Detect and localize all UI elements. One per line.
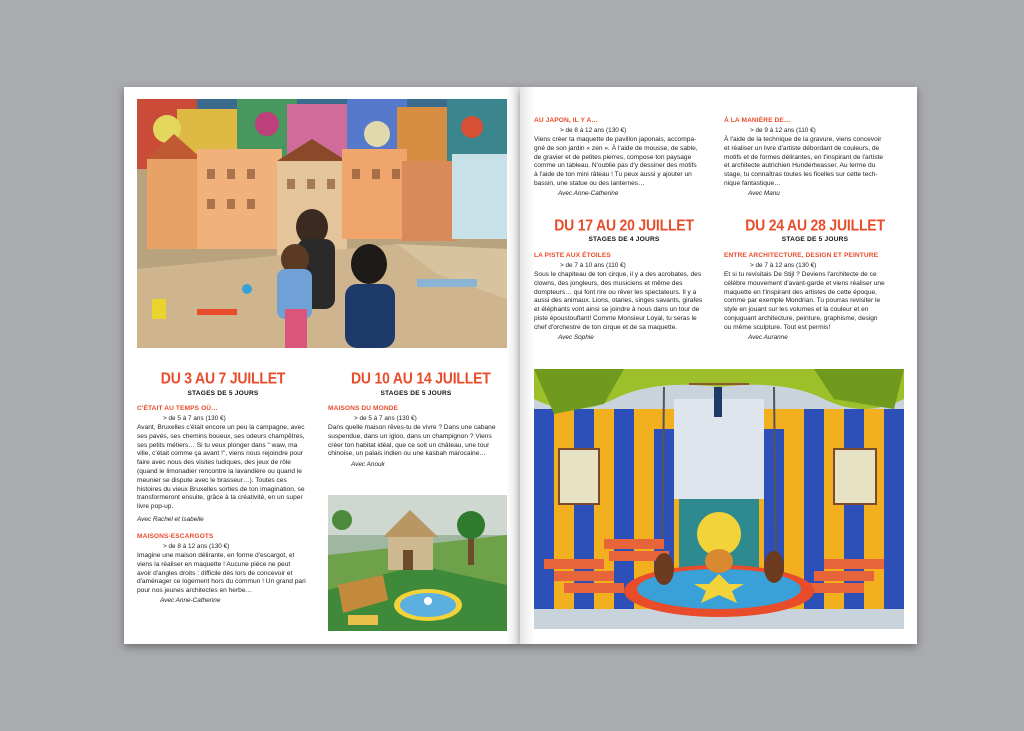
body-line: dompteurs… qui font rire ou rêver les spectateurs. Il y a <box>534 288 697 296</box>
age-price-label: > de 7 à 10 ans (110 €) <box>560 262 626 269</box>
body-line: célèbre mouvement d'avant-garde et viens réaliser une <box>724 279 885 287</box>
house-model-photo <box>328 495 507 631</box>
body-line: Imagine une maison délirante, en forme d'escargot, et <box>137 552 295 559</box>
body-line: meunier se dispute avec le brasseur…). Toutes ces <box>137 476 287 484</box>
instructor-credit: Avec Auranne <box>748 334 788 341</box>
body-line: motifs et de formes délirantes, en t'inspirant de l'artiste <box>724 153 884 161</box>
age-price-label: > de 5 à 7 ans (130 €) <box>163 415 226 422</box>
body-line: transformeront ensuite, grâce à ta créativité, en un super <box>137 494 303 502</box>
section-title: MAISONS-ESCARGOTS <box>137 533 214 540</box>
section-title: MAISONS DU MONDE <box>328 405 399 412</box>
section-body <box>724 271 910 333</box>
body-line: viens la réaliser en maquette ! Aucune pièce ne peut <box>137 560 291 568</box>
section-body <box>534 271 720 333</box>
instructor-credit: Avec Anouk <box>351 461 385 468</box>
stage-duration-label: STAGE DE 5 JOURS <box>781 236 849 243</box>
section-title: C'ÉTAIT AU TEMPS OÙ… <box>137 405 218 412</box>
body-line: style en jouant sur les volumes et la couleur et en <box>724 306 869 314</box>
body-line: Et si tu revisitais De Stijl ? Deviens l'architecte de ce <box>724 271 877 278</box>
circus-model-photo <box>534 369 904 629</box>
body-line: à l'aide de ton mini râteau ! Tu peux aussi y ajouter un <box>534 171 692 179</box>
body-line: faire avec nous des visites ludiques, des jeux de rôle <box>137 459 291 467</box>
body-line: Avant, Bruxelles c'était encore un peu la campagne, avec <box>137 424 305 431</box>
section-title: AU JAPON, IL Y A… <box>534 117 599 124</box>
instructor-credit: Avec Sophie <box>558 334 594 341</box>
body-line: chinoise, un palais indien ou une kasbah marocaine… <box>328 450 486 458</box>
body-line: chef d'orchestre de ton cirque et de sa maquette. <box>534 323 678 331</box>
stage-duration-label: STAGES DE 4 JOURS <box>588 236 660 243</box>
body-line: Dans quelle maison rêves-tu de vivre ? Dans une cabane <box>328 424 496 431</box>
age-price-label: > de 9 à 12 ans (110 €) <box>750 127 816 134</box>
body-line: comme un tableau. N'oublie pas d'y dessiner des motifs <box>534 162 697 170</box>
body-line: Viens créer ta maquette de pavillon japonais, accompa- <box>534 136 697 143</box>
body-line: suspendue, dans un igloo, dans un champignon ? Viens <box>328 432 492 440</box>
body-line: stage, tu connaîtras toutes les ficelles sur cette tech- <box>724 171 878 179</box>
body-line: Sous le chapiteau de ton cirque, il y a des acrobates, des <box>534 271 702 278</box>
age-price-label: > de 7 à 12 ans (130 €) <box>750 262 817 269</box>
body-line: pour nos jeunes architectes en herbe… <box>137 587 253 595</box>
body-line: À l'aide de la technique de la gravure, viens concevoir <box>724 136 882 143</box>
section-title: À LA MANIÈRE DE… <box>724 117 791 124</box>
age-price-label: > de 5 à 7 ans (130 €) <box>354 415 417 422</box>
right-page <box>520 87 917 644</box>
body-line: nique fantastique… <box>724 179 781 187</box>
date-heading-jul-17-20: DU 17 AU 20 JUILLET <box>554 215 694 235</box>
stage-duration-label: STAGES DE 5 JOURS <box>187 390 259 397</box>
body-line: piste époustouflant! Comme Monsieur Loyal, tu seras le <box>534 314 697 322</box>
stage-duration-label: STAGES DE 5 JOURS <box>380 390 452 397</box>
body-line: aussi des animaux. Lions, otaries, singes savants, girafes <box>534 297 703 305</box>
instructor-credit: Avec Manu <box>748 190 780 197</box>
section-body <box>328 424 513 459</box>
body-line: maquette en t'inspirant des artistes de cette époque, <box>724 288 878 296</box>
section-body <box>137 424 332 512</box>
date-heading-jul-10-14: DU 10 AU 14 JUILLET <box>351 368 491 388</box>
body-line: ou même sculpture. Tout est permis! <box>724 323 831 331</box>
body-line: (quand le limonadier rencontre la lavandière ou quand le <box>137 467 302 475</box>
date-heading-jul-3-7: DU 3 AU 7 JUILLET <box>160 368 286 388</box>
section-body <box>724 136 910 189</box>
section-body <box>137 552 332 596</box>
body-line: ses petits métiers… Si tu veux plonger dans " waw, ma <box>137 441 298 449</box>
section-body <box>534 136 716 189</box>
body-line: avoir d'angles droits : difficile dès lors de concevoir et <box>137 569 293 577</box>
body-line: clowns, des jongleurs, des musiciens et même des <box>534 279 683 287</box>
body-line: créer ton habitat idéal, que ce soit un château, une tour <box>328 441 490 449</box>
body-line: livre pop-up. <box>137 503 174 511</box>
instructor-credit: Avec Anne-Catherine <box>160 597 221 604</box>
date-heading-jul-24-28: DU 24 AU 28 JUILLET <box>745 215 885 235</box>
body-line: conjuguant architecture, peinture, graphisme, design <box>724 314 878 322</box>
classroom-photo <box>137 99 507 348</box>
body-line: histoires du vieux Bruxelles sorties de ton imagination, se <box>137 485 305 493</box>
body-line: ses pavés, ses chemins boueux, ses odeurs champêtres, <box>137 432 305 440</box>
age-price-label: > de 8 à 12 ans (130 €) <box>560 127 627 134</box>
body-line: de gravier et de petites pierres, compose ton paysage <box>534 153 692 161</box>
body-line: et réaliser un livre d'artiste débordant de couleurs, de <box>724 144 880 152</box>
section-title: LA PISTE AUX ÉTOILES <box>534 252 611 259</box>
instructor-credit: Avec Anne-Catherine <box>558 190 619 197</box>
body-line: et éléphants vont ainsi se joindre à nous dans un tour de <box>534 306 700 314</box>
body-line: bassin, une statue ou des lanternes… <box>534 179 645 187</box>
left-page <box>124 87 520 644</box>
body-line: comme par exemple Mondrian. Tu pourras revisiter le <box>724 297 881 305</box>
body-line: ville, c'était comme ça avant !", viens nous rejoindre pour <box>137 450 303 458</box>
age-price-label: > de 8 à 12 ans (130 €) <box>163 543 230 550</box>
body-line: et architecte autrichien Hundertwasser. Au terme du <box>724 162 876 170</box>
body-line: gné de son jardin « zen ». À l'aide de mousse, de sable, <box>534 144 698 152</box>
instructor-credit: Avec Rachel et Isabelle <box>137 516 204 523</box>
section-title: ENTRE ARCHITECTURE, DESIGN ET PEINTURE <box>724 252 879 259</box>
body-line: d'aménager ce logement hors du commun ! Un grand pari <box>137 578 306 586</box>
